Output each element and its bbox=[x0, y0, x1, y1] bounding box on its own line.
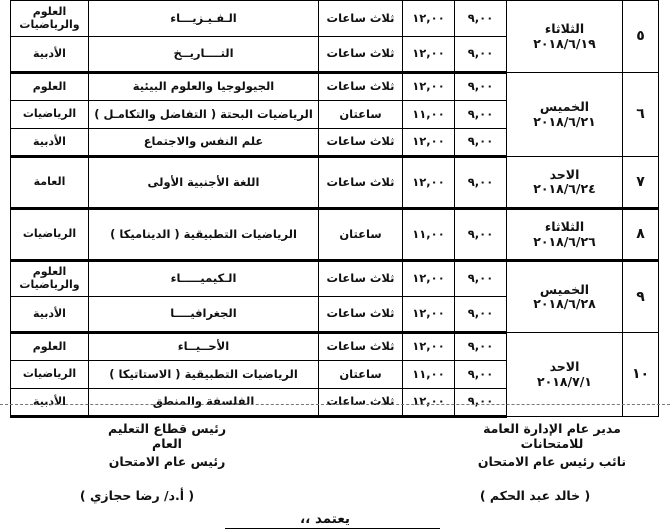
start-time: ٩,٠٠ bbox=[455, 101, 507, 129]
subject: الفلسفة والمنطق bbox=[89, 389, 319, 417]
subject: الرياضيات التطبيقية ( الاستاتيكا ) bbox=[89, 361, 319, 389]
start-time: ٩,٠٠ bbox=[455, 1, 507, 37]
exam-day-number: ٨ bbox=[623, 209, 659, 261]
day-date: ٢٠١٨/٦/١٩ bbox=[533, 35, 596, 51]
section: العامة bbox=[11, 157, 89, 209]
end-time: ١١,٠٠ bbox=[403, 101, 455, 129]
duration: ثلاث ساعات bbox=[319, 73, 403, 101]
exam-day-cell bbox=[507, 209, 623, 261]
exam-day-cell bbox=[507, 73, 623, 157]
table-row bbox=[11, 209, 659, 261]
subject: الـفـيـزيـــاء bbox=[89, 1, 319, 37]
subject: الجيولوجيا والعلوم البيئية bbox=[89, 73, 319, 101]
duration: ثلاث ساعات bbox=[319, 37, 403, 73]
left-title: رئيس قطاع التعليم العام bbox=[107, 421, 227, 451]
end-time: ١٢,٠٠ bbox=[403, 261, 455, 297]
section: العلوم والرياضيات bbox=[11, 1, 89, 37]
subject: الجغرافيــــا bbox=[89, 297, 319, 333]
start-time: ٩,٠٠ bbox=[455, 361, 507, 389]
subject: الأحــيــاء bbox=[89, 333, 319, 361]
start-time: ٩,٠٠ bbox=[455, 297, 507, 333]
subject: اللغة الأجنبية الأولى bbox=[89, 157, 319, 209]
end-time: ١٢,٠٠ bbox=[403, 1, 455, 37]
duration: ثلاث ساعات bbox=[319, 333, 403, 361]
right-title: مدير عام الإدارة العامة للامتحانات bbox=[483, 421, 621, 451]
duration: ثلاث ساعات bbox=[319, 261, 403, 297]
day-name: الثلاثاء bbox=[544, 219, 585, 235]
section: العلوم bbox=[11, 333, 89, 361]
duration: ساعتان bbox=[319, 361, 403, 389]
subject: الـكيميـــــاء bbox=[89, 261, 319, 297]
exam-day-cell bbox=[507, 157, 623, 209]
duration: ثلاث ساعات bbox=[319, 157, 403, 209]
exam-day-cell bbox=[507, 1, 623, 73]
end-time: ١١,٠٠ bbox=[403, 361, 455, 389]
section: الأدبية bbox=[11, 297, 89, 333]
end-time: ١٢,٠٠ bbox=[403, 157, 455, 209]
start-time: ٩,٠٠ bbox=[455, 389, 507, 417]
day-date: ٢٠١٨/٦/٢١ bbox=[533, 113, 596, 129]
divider-line bbox=[0, 404, 670, 405]
section: الرياضيات bbox=[11, 361, 89, 389]
day-date: ٢٠١٨/٦/٢٨ bbox=[533, 296, 596, 311]
duration: ثلاث ساعات bbox=[319, 389, 403, 417]
right-signature-block bbox=[452, 421, 652, 469]
exam-day-number: ١٠ bbox=[623, 333, 659, 417]
end-time: ١٢,٠٠ bbox=[403, 129, 455, 157]
day-date: ٢٠١٨/٧/١ bbox=[537, 373, 592, 389]
exam-day-number: ٩ bbox=[623, 261, 659, 333]
left-subtitle: رئيس عام الامتحان bbox=[108, 454, 226, 469]
end-time: ١١,٠٠ bbox=[403, 209, 455, 261]
duration: ثلاث ساعات bbox=[319, 1, 403, 37]
start-time: ٩,٠٠ bbox=[455, 73, 507, 101]
right-signatory-name: ( خالد عبد الحكم ) bbox=[479, 488, 591, 503]
duration: ثلاث ساعات bbox=[319, 297, 403, 333]
table-row bbox=[11, 333, 659, 361]
duration: ساعتان bbox=[319, 101, 403, 129]
end-time: ١٢,٠٠ bbox=[403, 333, 455, 361]
duration: ثلاث ساعات bbox=[319, 129, 403, 157]
day-date: ٢٠١٨/٦/٢٦ bbox=[533, 233, 596, 249]
end-time: ١٢,٠٠ bbox=[403, 37, 455, 73]
exam-day-number: ٦ bbox=[623, 73, 659, 157]
section: الرياضيات bbox=[11, 209, 89, 261]
right-subtitle: نائب رئيس عام الامتحان bbox=[477, 454, 627, 469]
start-time: ٩,٠٠ bbox=[455, 129, 507, 157]
table-row bbox=[11, 157, 659, 209]
exam-day-number: ٥ bbox=[623, 1, 659, 73]
subject: التــــاريــخ bbox=[89, 37, 319, 73]
exam-schedule-table bbox=[10, 0, 659, 418]
duration: ساعتان bbox=[319, 209, 403, 261]
subject: الرياضيات التطبيقية ( الديناميكا ) bbox=[89, 209, 319, 261]
approval-signature-line bbox=[225, 528, 440, 529]
section: الرياضيات bbox=[11, 101, 89, 129]
section: الأدبية bbox=[11, 37, 89, 73]
subject: الرياضيات البحتة ( التفاضل والتكامـل ) bbox=[89, 101, 319, 129]
start-time: ٩,٠٠ bbox=[455, 261, 507, 297]
subject: علم النفس والاجتماع bbox=[89, 129, 319, 157]
day-name: الاحد bbox=[549, 359, 580, 375]
day-name: الاحد bbox=[549, 166, 580, 182]
day-name: الثلاثاء bbox=[544, 21, 585, 37]
section: الأدبية bbox=[11, 129, 89, 157]
exam-day-number: ٧ bbox=[623, 157, 659, 209]
left-signature-block bbox=[92, 421, 242, 469]
day-date: ٢٠١٨/٦/٢٤ bbox=[533, 181, 596, 196]
section: العلوم bbox=[11, 73, 89, 101]
end-time: ١٢,٠٠ bbox=[403, 73, 455, 101]
table-row bbox=[11, 1, 659, 37]
start-time: ٩,٠٠ bbox=[455, 37, 507, 73]
section: الأدبية bbox=[11, 389, 89, 417]
day-name: الخميس bbox=[539, 281, 590, 297]
table-row bbox=[11, 261, 659, 297]
start-time: ٩,٠٠ bbox=[455, 333, 507, 361]
table-row bbox=[11, 73, 659, 101]
start-time: ٩,٠٠ bbox=[455, 209, 507, 261]
approval-label: يعتمد ،، bbox=[300, 511, 351, 527]
section: العلوم والرياضيات bbox=[11, 261, 89, 297]
end-time: ١٢,٠٠ bbox=[403, 297, 455, 333]
left-signatory-name: ( أ.د/ رضا حجازي ) bbox=[79, 488, 195, 503]
start-time: ٩,٠٠ bbox=[455, 157, 507, 209]
end-time: ١٢,٠٠ bbox=[403, 389, 455, 417]
day-name: الخميس bbox=[539, 99, 590, 115]
exam-day-cell bbox=[507, 261, 623, 333]
